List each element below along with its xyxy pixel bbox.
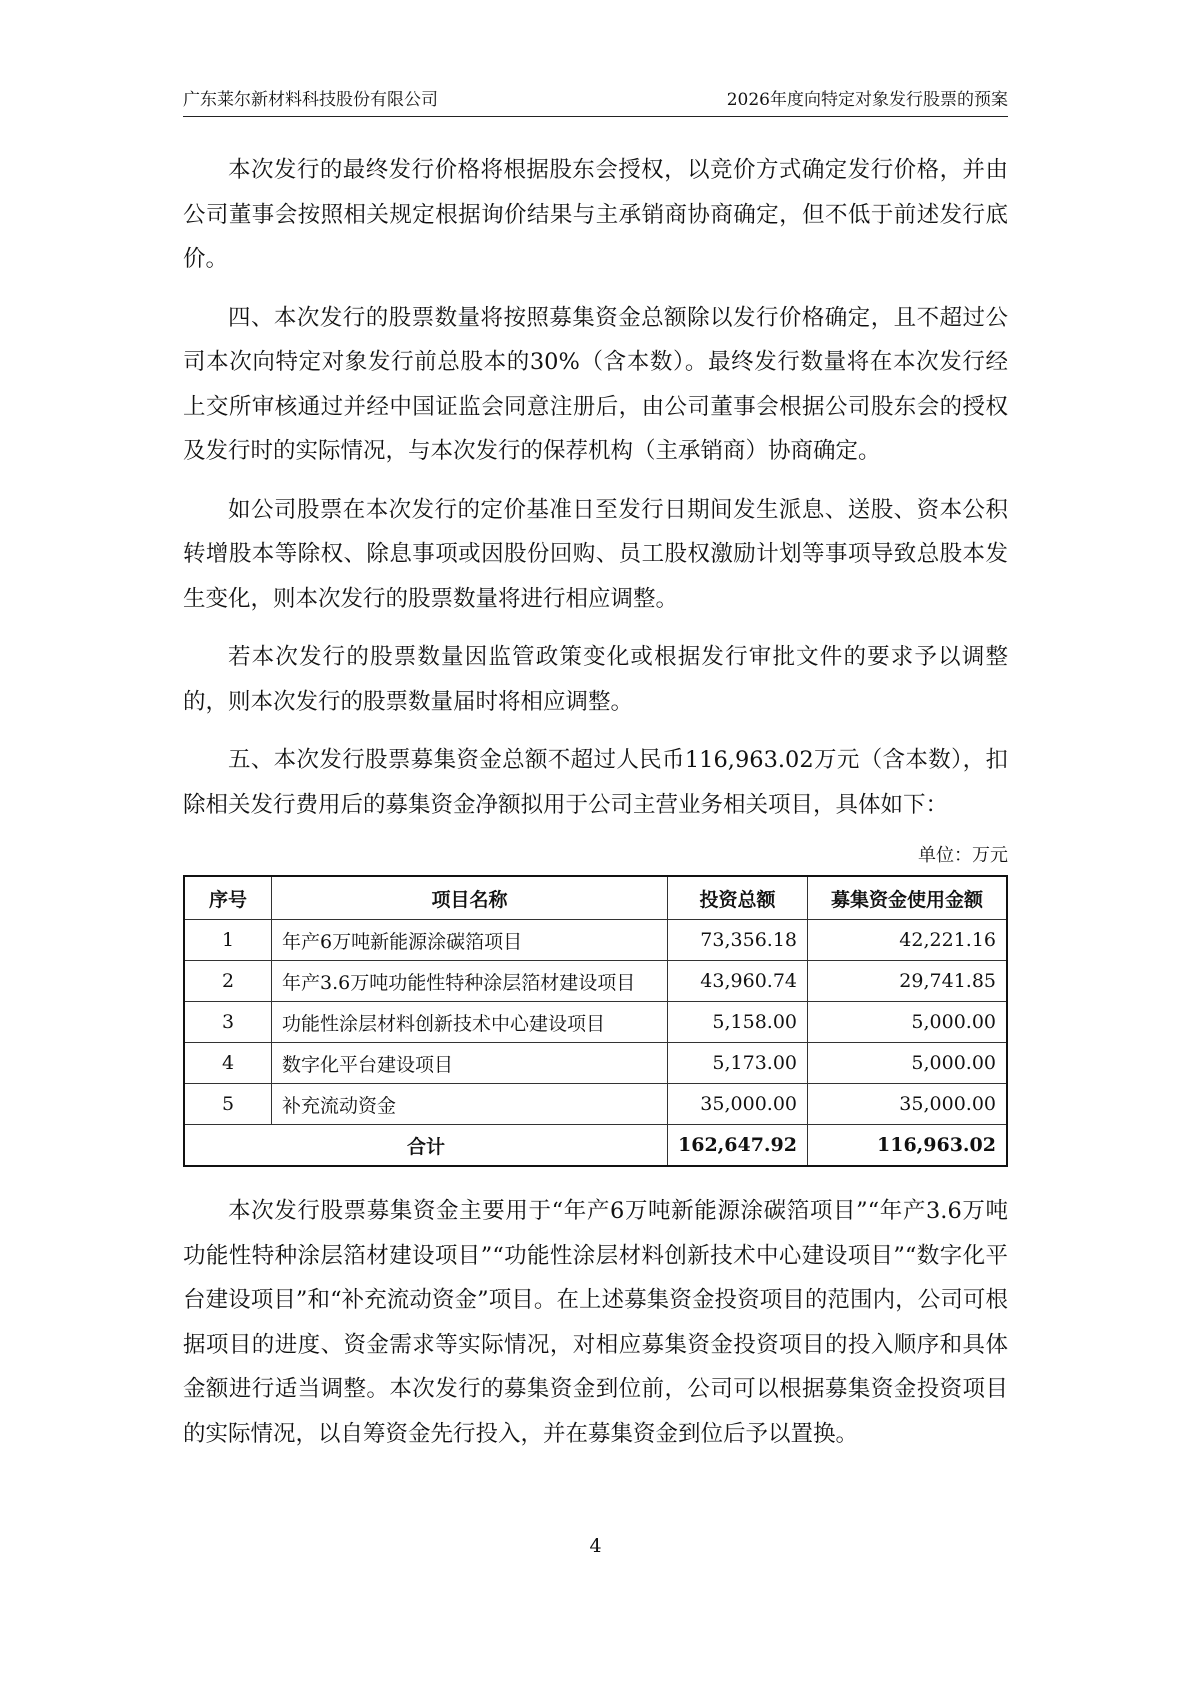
table-unit-label: 单位：万元 <box>918 845 1008 866</box>
cell-project-name: 年产6万吨新能源涂碳箔项目 <box>272 920 668 961</box>
total-investment: 162,647.92 <box>668 1125 808 1167</box>
cell-raised-funds: 5,000.00 <box>808 1043 1008 1084</box>
cell-project-name: 数字化平台建设项目 <box>272 1043 668 1084</box>
cell-no: 1 <box>184 920 272 961</box>
paragraph-fund-usage: 本次发行股票募集资金主要用于“年产6万吨新能源涂碳箔项目”“年产3.6万吨功能性特种涂层箔材建设项目”“功能性涂层材料创新技术中心建设项目”“数字化平台建设项目”和“补充流动资金”项目。在上述募集资金投资项目的范围内，公司可根据项目的进度、资金需求等实际情况，对相应募集资金投资项目的投入顺序和具体金额进行适当调整。本次发行的募集资金到位前，公司可以根据募集资金投资项目的实际情况，以自筹资金先行投入，并在募集资金到位后予以置换。 <box>183 1198 1008 1447</box>
cell-total-investment: 5,158.00 <box>668 1002 808 1043</box>
header-document-title: 2026年度向特定对象发行股票的预案 <box>726 90 1008 110</box>
table-row <box>184 920 1007 961</box>
paragraph-final-price: 本次发行的最终发行价格将根据股东会授权，以竞价方式确定发行价格，并由公司董事会按照相关规定根据询价结果与主承销商协商确定，但不低于前述发行底价。 <box>183 157 1008 272</box>
cell-total-investment: 5,173.00 <box>668 1043 808 1084</box>
page-header <box>183 80 1008 117</box>
header-raised-funds: 募集资金使用金额 <box>808 876 1008 920</box>
page-body <box>183 148 1008 1470</box>
cell-no: 5 <box>184 1084 272 1125</box>
cell-no: 2 <box>184 961 272 1002</box>
cell-raised-funds: 35,000.00 <box>808 1084 1008 1125</box>
cell-no: 3 <box>184 1002 272 1043</box>
cell-project-name: 功能性涂层材料创新技术中心建设项目 <box>272 1002 668 1043</box>
cell-raised-funds: 5,000.00 <box>808 1002 1008 1043</box>
table-row <box>184 961 1007 1002</box>
cell-total-investment: 73,356.18 <box>668 920 808 961</box>
header-project-name: 项目名称 <box>272 876 668 920</box>
paragraph-fundraising-total: 五、本次发行股票募集资金总额不超过人民币116,963.02万元（含本数），扣除相关发行费用后的募集资金净额拟用于公司主营业务相关项目，具体如下： <box>183 747 1008 818</box>
total-label: 合计 <box>184 1125 668 1167</box>
header-total-investment: 投资总额 <box>668 876 808 920</box>
table-row <box>184 1084 1007 1125</box>
header-no: 序号 <box>184 876 272 920</box>
header-company-name: 广东莱尔新材料科技股份有限公司 <box>183 90 438 110</box>
cell-total-investment: 35,000.00 <box>668 1084 808 1125</box>
table-header-row <box>184 876 1007 920</box>
cell-project-name: 补充流动资金 <box>272 1084 668 1125</box>
cell-total-investment: 43,960.74 <box>668 961 808 1002</box>
total-raised-funds: 116,963.02 <box>808 1125 1008 1167</box>
table-total-row <box>184 1125 1007 1167</box>
paragraph-regulatory-adjustment: 若本次发行的股票数量因监管政策变化或根据发行审批文件的要求予以调整的，则本次发行的股票数量届时将相应调整。 <box>183 644 1008 715</box>
table-row <box>184 1043 1007 1084</box>
table-row <box>184 1002 1007 1043</box>
paragraph-share-quantity: 四、本次发行的股票数量将按照募集资金总额除以发行价格确定，且不超过公司本次向特定对象发行前总股本的30%（含本数）。最终发行数量将在本次发行经上交所审核通过并经中国证监会同意注册后，由公司董事会根据公司股东会的授权及发行时的实际情况，与本次发行的保荐机构（主承销商）协商确定。 <box>183 304 1008 464</box>
page-number: 4 <box>589 1535 602 1557</box>
cell-no: 4 <box>184 1043 272 1084</box>
fundraising-projects-table <box>183 875 1008 1167</box>
paragraph-quantity-adjustment: 如公司股票在本次发行的定价基准日至发行日期间发生派息、送股、资本公积转增股本等除权、除息事项或因股份回购、员工股权激励计划等事项导致总股本发生变化，则本次发行的股票数量将进行相应调整。 <box>183 496 1008 612</box>
cell-raised-funds: 42,221.16 <box>808 920 1008 961</box>
cell-project-name: 年产3.6万吨功能性特种涂层箔材建设项目 <box>272 961 668 1002</box>
cell-raised-funds: 29,741.85 <box>808 961 1008 1002</box>
